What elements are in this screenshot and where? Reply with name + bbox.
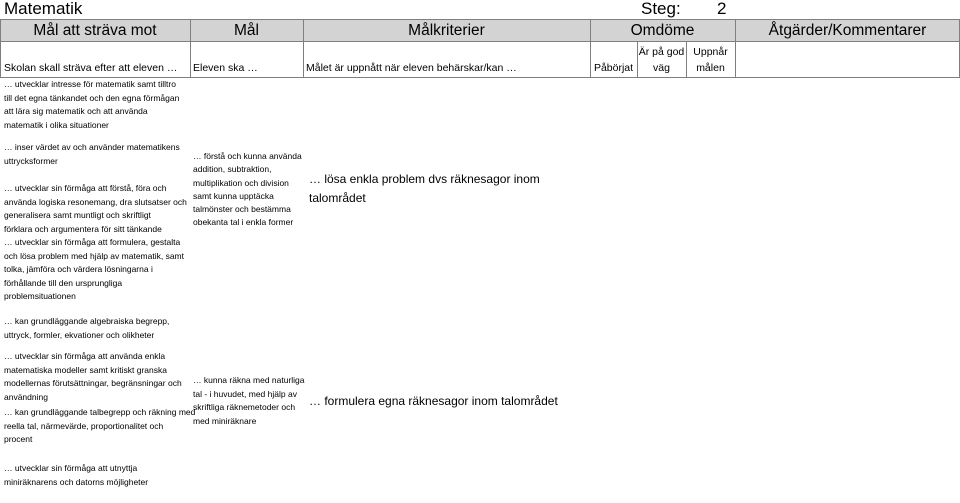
text-line: … förstå och kunna använda	[193, 151, 302, 161]
column-divider	[303, 19, 304, 78]
text-line: … utvecklar sin förmåga att utnyttja	[4, 463, 138, 473]
column-divider	[190, 19, 191, 78]
subject-title: Matematik	[4, 0, 83, 18]
text-line: addition, subtraktion,	[193, 164, 272, 175]
text-line: att lära sig matematik och att använda	[4, 106, 148, 116]
text-line: … utvecklar sin förmåga att formulera, gestalta	[4, 237, 181, 247]
text-line: uttrycksformer	[4, 155, 58, 166]
subheader-reached	[686, 45, 735, 75]
text-line: förhållande till den ursprungliga	[4, 277, 123, 288]
header-goals-to-strive: Mål att sträva mot	[33, 22, 157, 39]
text-line: samt kunna upptäcka	[193, 190, 274, 201]
strive-goal	[4, 236, 184, 304]
text-line: … lösa enkla problem dvs räknesagor inom	[309, 172, 540, 186]
text-line: uttryck, formler, ekvationer och olikheter	[4, 329, 155, 340]
text-line: miniräknarens och datorns möjligheter	[4, 476, 149, 487]
text-line: förklara och argumentera för sitt tänkande	[4, 223, 162, 234]
text-line: generalisera samt muntligt och skriftligt	[4, 210, 151, 220]
column-divider	[735, 19, 736, 78]
text-line: … utvecklar intresse för matematik samt tilltro	[4, 79, 176, 89]
header-actions: Åtgärder/Kommentarer	[768, 22, 927, 39]
subheader-pupil: Eleven ska …	[193, 62, 258, 74]
text-line: … utvecklar sin förmåga att förstå, föra och	[4, 183, 167, 193]
text-line: … formulera egna räknesagor inom talområdet	[309, 394, 558, 408]
text-line: med miniräknare	[193, 415, 257, 426]
header-grade: Omdöme	[630, 22, 695, 39]
text-line: problemsituationen	[4, 291, 76, 301]
text-line: … kan grundläggande algebraiska begrepp,	[4, 316, 170, 326]
text-line: skriftliga räknemetoder och	[193, 402, 296, 412]
text-line: matematik i olika situationer	[4, 119, 109, 130]
subheader-reached-line: målen	[696, 62, 725, 74]
text-line: … utvecklar sin förmåga att använda enkla	[4, 351, 166, 361]
subheader-on-way-line: Är på god	[638, 46, 685, 58]
subheader-on-way-line: väg	[653, 62, 670, 74]
text-line: och lösa problem med hjälp av matematik, samt	[4, 250, 184, 261]
text-line: tal - i huvudet, med hjälp av	[193, 388, 297, 399]
text-line: till det egna tänkandet och den egna förmågan	[4, 92, 180, 103]
text-line: talområdet	[309, 191, 366, 205]
text-line: obekanta tal i enkla former	[193, 217, 294, 228]
text-line: procent	[4, 434, 33, 444]
text-line: … kan grundläggande talbegrepp och räkning med	[4, 407, 196, 417]
strive-goal	[4, 78, 179, 132]
strive-goal	[4, 350, 182, 404]
goal	[193, 150, 302, 230]
strive-goal	[4, 406, 195, 447]
strive-goal	[4, 315, 169, 342]
step-label: Steg:	[641, 0, 681, 18]
criterion	[309, 392, 558, 411]
step-value: 2	[717, 0, 727, 18]
strive-goal	[4, 141, 180, 168]
header-goals: Mål	[234, 22, 259, 39]
header-criteria: Målkriterier	[408, 22, 485, 39]
column-divider	[686, 42, 687, 78]
goal	[193, 374, 305, 428]
text-line: multiplikation och division	[193, 177, 289, 188]
column-divider	[637, 42, 638, 78]
text-line: … inser värdet av och använder matematikens	[4, 142, 180, 152]
column-divider	[590, 19, 591, 78]
text-line: talmönster och bestämma	[193, 204, 291, 215]
subheader-achieved: Målet är uppnått när eleven behärskar/kan …	[306, 62, 517, 74]
text-line: använda logiska resonemang, dra slutsatser och	[4, 196, 187, 207]
criterion	[309, 170, 540, 208]
text-line: tolka, jämföra och värdera lösningarna i	[4, 264, 153, 274]
subheader-school: Skolan skall sträva efter att eleven …	[4, 62, 178, 74]
subheader-on-way	[637, 45, 686, 75]
subheader-started: Påbörjat	[593, 62, 634, 74]
text-line: modellernas förutsättningar, begränsningar och	[4, 378, 182, 388]
strive-goal	[4, 462, 148, 489]
text-line: matematiska modeller samt kritiskt granska	[4, 364, 167, 375]
subheader-reached-line: Uppnår	[693, 46, 728, 58]
text-line: användning	[4, 391, 48, 402]
text-line: … kunna räkna med naturliga	[193, 375, 305, 385]
text-line: reella tal, närmevärde, proportionalitet och	[4, 420, 164, 431]
strive-goal	[4, 182, 187, 236]
